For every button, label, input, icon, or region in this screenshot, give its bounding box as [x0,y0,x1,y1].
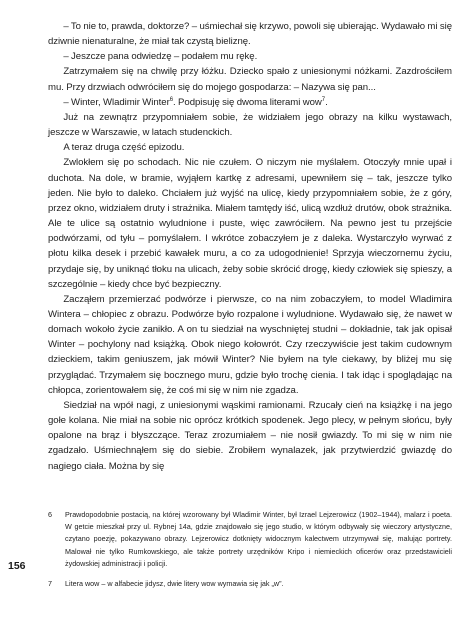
paragraph: Zatrzymałem się na chwilę przy łóżku. Dziecko spało z uniesionymi nóżkami. Zazdrościłem mu. Przy drzwiach odwróciłem się do mojego gospodarza: – Nazywa się pan... [48,66,452,93]
footnote-ref: 6 [169,96,174,103]
paragraph: Zwlokłem się po schodach. Nic nie czułem. O niczym nie myślałem. Otoczyły mnie upał i duchota. Na dole, w bramie, wyjąłem kartkę z adresami, upewniłem się – tak, jeszcze tylko jeden. Nie było to daleko. Chciałem już wyjść na ulicę, kiedy przypomniałem sobie, że z góry, przez okno, widziałem druty i strażnika. Miałem tamtędy iść, ulicą wzdłuż drutów, obok strażnika. Ale te ulice są ostatnio wyludnione i puste, więc zawróciłem. Na pewno jest tu przejście podwórzami, od tyłu – pomyślałem. I wkrótce zobaczyłem je z daleka. Wystarczyło wyrwać z płotu kilka desek i przebić kawałek muru, a co za udogodnienie! Sprzyja wieczornemu życiu, przydaje się, by uniknąć tłoku na ulicach, żeby sobie skrócić drogę, kiedy człowiek się spieszy, a szczególnie – kiedy chce być bezpieczny. [48,157,452,290]
paragraph-text: – Winter, Wladimir Winter [63,96,170,108]
paragraph [48,95,452,110]
footnote [48,578,452,590]
paragraph: – Jeszcze pana odwiedzę – podałem mu rękę. [63,51,258,63]
footnote [48,509,452,570]
page-number: 156 [8,560,26,572]
paragraph: Już na zewnątrz przypomniałem sobie, że widziałem jego obrazy na kilku wystawach, jeszcze w Warszawie, w latach studenckich. [48,111,452,139]
paragraph: A teraz druga część epizodu. [63,142,185,154]
footnotes [48,509,452,598]
paragraph: Siedział na wpół nagi, z uniesionymi wąskimi ramionami. Rzucały cień na książkę i na jego gołe kolana. Nie miał na sobie nic oprócz krótkich spodenek. Jego plecy, w pełnym słońcu, były opalone na brąz i błyszczące. Teraz zrozumiałem – nie nosił gwiazdy. To mi się w nim nie zgadzało. Uśmiechnąłem się do siebie. Zrobiłem wynalazek, jak przytwierdzić gwiazdę do nagiego ciała. Można by się [48,399,452,472]
paragraph: Zacząłem przemierzać podwórze i pierwsze, co na nim zobaczyłem, to model Wladimira Wintera – chłopiec z obrazu. Podwórze było rozpalone i wyludnione. Wydawało się, że nawet w domach wokoło życie zanikło. A on tu siedział na wyschniętej studni – dokładnie, tak jak opisał Winter – pochylony nad książką. Obok niego kołowrót. Czy rzeczywiście jest takim cudownym dzieckiem, takim geniuszem, jak mówił Winter? Nie byłem na tyle ciekawy, by bliżej mu się przyglądać. Trzymałem się bocznego muru, gdzie było trochę cienia. I tak idąc i spoglądając na chłopca, zorientowałem się, że coś mi się w nim nie zgadza. [48,293,452,396]
footnote-text: Prawdopodobnie postacią, na której wzorowany był Wladimir Winter, był Izrael Lejzerowicz (1902–1944), malarz i poeta. W getcie mieszkał przy ul. Rybnej 14a, gdzie znajdowało się jego studio, w którym odbywały się wieczory artystyczne, czytano poezję, pokazywano obrazy. Lejzerowicz dotknięty widocznym kalectwem utrzymywał się, malując portrety. Malował nie tylko Rumkowskiego, ale także portrety urzędników Kripo i niemieckich oficerów oraz przedstawicieli żydowskiej administracji i policji. [65,510,452,568]
footnote-number: 6 [48,510,52,519]
footnote-number: 7 [48,579,52,589]
main-text [48,19,452,474]
paragraph: – To nie to, prawda, doktorze? – uśmiechał się krzywo, powoli się ubierając. Wydawało mi się dziwnie nienaturalne, że miał tak czystą bieliznę. [48,21,452,48]
paragraph-text: . [325,96,328,108]
footnote-text: Litera wow – w alfabecie jidysz, dwie litery wow wymawia się jak „w”. [65,579,284,589]
paragraph-text: . Podpisuję się dwoma literami wow [173,96,322,108]
footnote-ref: 7 [321,96,326,103]
